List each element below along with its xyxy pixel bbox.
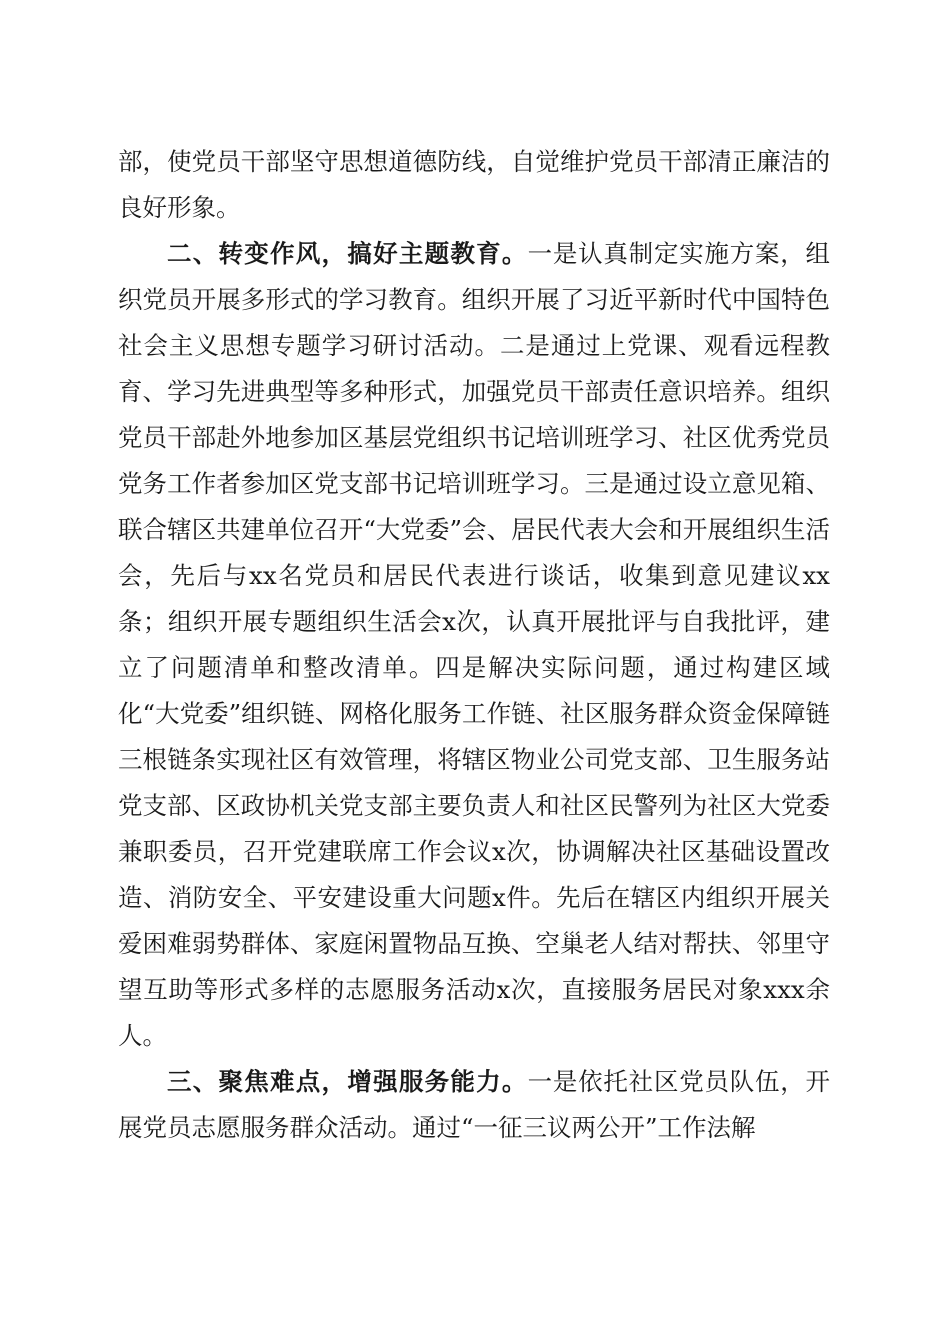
- document-body: [118, 139, 830, 1151]
- paragraph-section-3: [118, 1059, 830, 1151]
- section-heading: 二、转变作风，搞好主题教育。: [167, 239, 528, 268]
- paragraph-text: 一是认真制定实施方案，组织党员开展多形式的学习教育。组织开展了习近平新时代中国特色社会主义思想专题学习研讨活动。二是通过上党课、观看远程教育、学习先进典型等多种形式，加强党员干部责任意识培养。组织党员干部赴外地参加区基层党组织书记培训班学习、社区优秀党员党务工作者参加区党支部书记培训班学习。三是通过设立意见箱、联合辖区共建单位召开“大党委”会、居民代表大会和开展组织生活会，先后与xx名党员和居民代表进行谈话，收集到意见建议xx条；组织开展专题组织生活会x次，认真开展批评与自我批评，建立了问题清单和整改清单。四是解决实际问题，通过构建区域化“大党委”组织链、网格化服务工作链、社区服务群众资金保障链三根链条实现社区有效管理，将辖区物业公司党支部、卫生服务站党支部、区政协机关党支部主要负责人和社区民警列为社区大党委兼职委员，召开党建联席工作会议x次，协调解决社区基础设置改造、消防安全、平安建设重大问题x件。先后在辖区内组织开展关爱困难弱势群体、家庭闲置物品互换、空巢老人结对帮扶、邻里守望互助等形式多样的志愿服务活动x次，直接服务居民对象xxx余人。: [118, 239, 830, 1050]
- paragraph-text: 部，使党员干部坚守思想道德防线，自觉维护党员干部清正廉洁的良好形象。: [118, 147, 830, 222]
- paragraph-section-2: [118, 231, 830, 1059]
- section-heading: 三、聚焦难点，增强服务能力。: [167, 1067, 528, 1096]
- paragraph-text: 一是依托社区党员队伍，开展党员志愿服务群众活动。通过“一征三议两公开”工作法解: [118, 1067, 830, 1142]
- paragraph-continuation: [118, 139, 830, 231]
